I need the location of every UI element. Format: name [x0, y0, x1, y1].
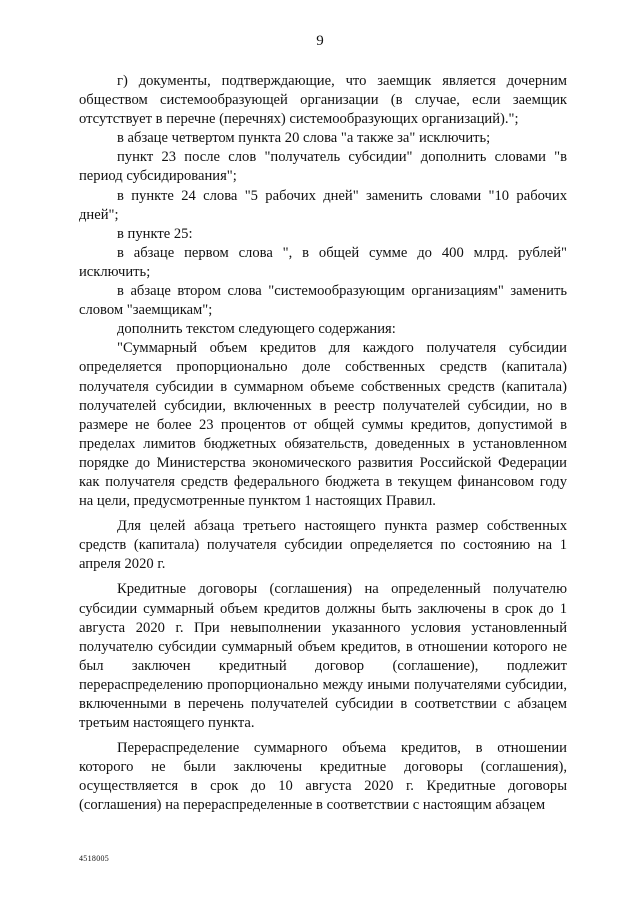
paragraph: Кредитные договоры (соглашения) на определенный получателю субсидии суммарный объем кредитов должны быть заключены в срок до 1 августа 2020 г. При невыполнении указанного условия установленный получателю субсидии суммарный объем кредитов, в отношении которого не был заключен кредитный договор (соглашение), подлежит перераспределению пропорционально между иными получателями субсидии, включенными в перечень получателей субсидии в соответствии с абзацем третьим настоящего пункта.: [79, 581, 567, 732]
paragraph: в пункте 24 слова "5 рабочих дней" заменить словами "10 рабочих дней";: [79, 187, 567, 223]
paragraph: в абзаце четвертом пункта 20 слова "а также за" исключить;: [117, 130, 491, 147]
paragraph: Для целей абзаца третьего настоящего пункта размер собственных средств (капитала) получателя субсидии определяется по состоянию на 1 апреля 2020 г.: [79, 518, 567, 573]
paragraph: Перераспределение суммарного объема кредитов, в отношении которого не были заключены кредитные договоры (соглашения), осуществляется в срок до 10 августа 2020 г. Кредитные договоры (соглашения) на перераспределенные в соответствии с настоящим абзацем: [79, 740, 567, 814]
paragraph: "Суммарный объем кредитов для каждого получателя субсидии определяется пропорционально доле собственных средств (капитала) получателя субсидии в суммарном объеме собственных средств (капитала) получателей субсидии, включенных в реестр получателей субсидии, но в размере не более 23 процентов от общей суммы кредитов, допустимой в пределах лимитов бюджетных обязательств, доведенных в установленном порядке до Министерства экономического развития Российской Федерации как получателя средств федерального бюджета в текущем финансовом году на цели, предусмотренные пунктом 1 настоящих Правил.: [79, 340, 567, 510]
page-number: 9: [316, 33, 324, 49]
paragraph: г) документы, подтверждающие, что заемщик является дочерним обществом системообразующей организации (в случае, если заемщик отсутствует в перечне (перечнях) системообразующих организаций).";: [79, 73, 567, 128]
footer-code: 4518005: [79, 854, 110, 863]
document-body: [79, 72, 567, 816]
paragraph: в пункте 25:: [117, 225, 193, 242]
paragraph: в абзаце первом слова ", в общей сумме до 400 млрд. рублей" исключить;: [79, 244, 567, 280]
paragraph: пункт 23 после слов "получатель субсидии" дополнить словами "в период субсидирования";: [79, 149, 567, 185]
paragraph: в абзаце втором слова "системообразующим организациям" заменить словом "заемщикам";: [79, 283, 567, 319]
paragraph: дополнить текстом следующего содержания:: [117, 321, 396, 338]
